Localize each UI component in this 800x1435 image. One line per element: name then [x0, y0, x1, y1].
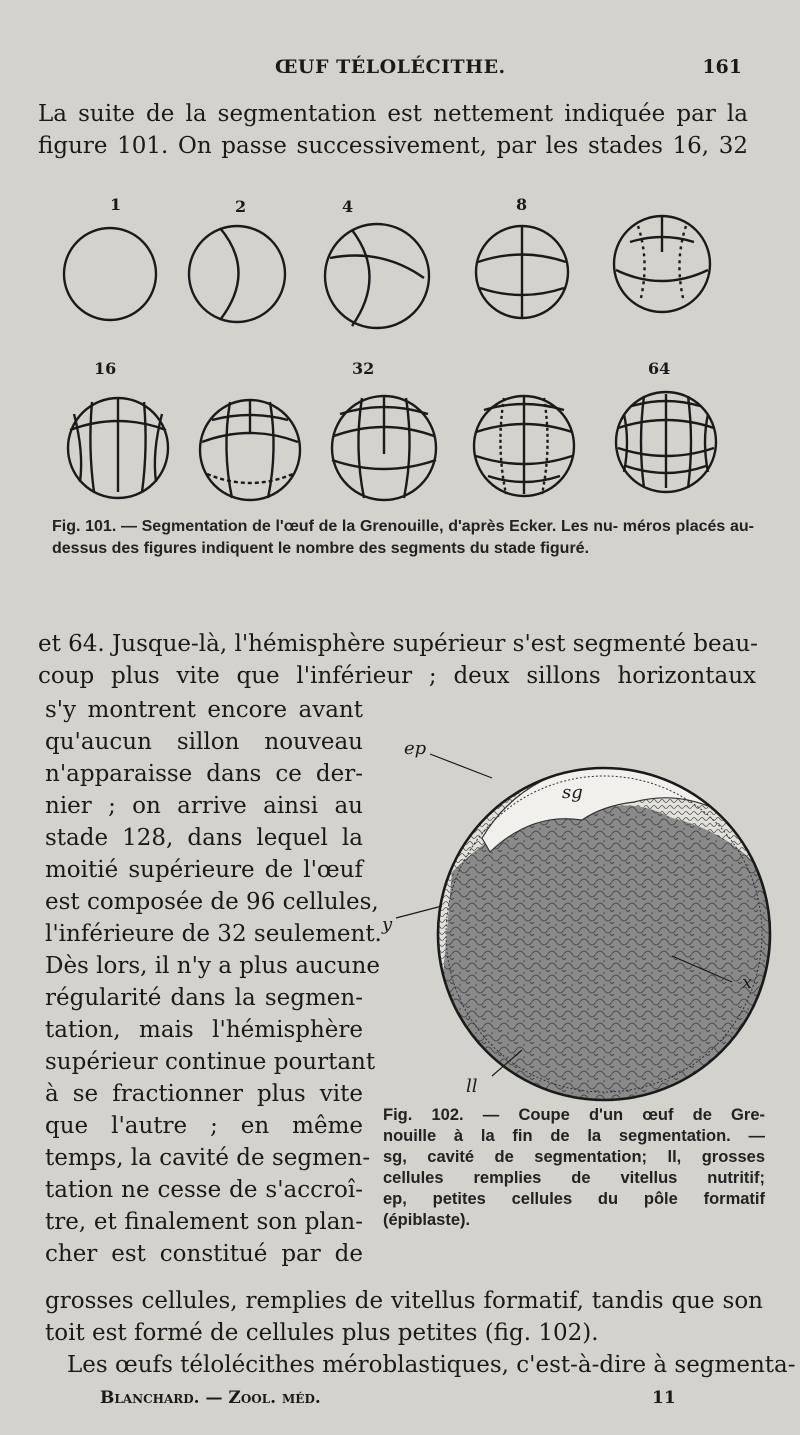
stage-label-4: 4 — [342, 197, 354, 216]
figure-102 — [372, 732, 772, 1102]
text-line: figure 101. On passe successivement, par les stades 16, 32 — [38, 133, 748, 159]
paragraph-2-top — [38, 628, 756, 692]
caption-line: nouille à la fin de la segmentation. — — [383, 1127, 765, 1145]
label-sg: sg — [562, 782, 583, 803]
egg-stage-64 — [616, 392, 716, 492]
text-line: La suite de la segmentation est nettement indiquée par la — [38, 101, 748, 127]
caption-line: (épiblaste). — [383, 1211, 471, 1229]
running-header — [0, 56, 800, 86]
running-title: ŒUF TÉLOLÉCITHE. — [275, 56, 506, 78]
stage-label-16: 16 — [94, 359, 117, 378]
text-line: et 64. Jusque-là, l'hémisphère supérieur s'est segmenté beau- — [38, 631, 758, 657]
text-line: à se fractionner plus vite — [45, 1081, 363, 1107]
footer-author: Blanchard. — Zool. méd. — [100, 1388, 321, 1408]
text-line: n'apparaisse dans ce der- — [45, 761, 363, 787]
text-line: cher est constitué par de — [45, 1241, 363, 1267]
text-line: s'y montrent encore avant — [45, 697, 363, 723]
caption-line: ep, petites cellules du pôle formatif — [383, 1190, 765, 1208]
label-x: x — [742, 972, 753, 993]
text-line: régularité dans la segmen- — [45, 985, 363, 1011]
paragraph-2-bottom — [45, 1285, 763, 1349]
egg-stage-4 — [325, 224, 429, 328]
caption-line: Fig. 102. — Coupe d'un œuf de Gre- — [383, 1106, 765, 1124]
page-number: 161 — [702, 56, 742, 78]
text-line: temps, la cavité de segmen- — [45, 1145, 371, 1171]
text-line: l'inférieure de 32 seulement. — [45, 921, 382, 947]
paragraph-3 — [45, 1349, 796, 1381]
text-line: stade 128, dans lequel la — [45, 825, 363, 851]
text-line: nier ; on arrive ainsi au — [45, 793, 363, 819]
text-line: est composée de 96 cellules, — [45, 889, 379, 915]
figure-101-illustration — [52, 192, 742, 512]
stage-label-1: 1 — [110, 195, 122, 214]
caption-line: stade figuré. — [493, 540, 590, 557]
caption-line: cellules remplies de vitellus nutritif; — [383, 1169, 765, 1187]
paragraph-2-wrapped — [45, 694, 382, 1270]
caption-line: Fig. 101. — Segmentation de l'œuf de la Grenouille, d'après Ecker. Les nu- — [52, 518, 623, 535]
egg-stage-32c — [474, 396, 574, 496]
egg-stage-2 — [189, 226, 285, 322]
label-y: y — [382, 914, 393, 935]
stage-label-64: 64 — [648, 359, 671, 378]
figure-102-caption — [383, 1105, 765, 1231]
text-line: moitié supérieure de l'œuf — [45, 857, 363, 883]
egg-stage-8-variant — [614, 216, 710, 312]
text-line: supérieur continue pourtant — [45, 1049, 376, 1075]
egg-stage-8 — [476, 226, 568, 318]
egg-stage-1 — [64, 228, 156, 320]
label-ll: ll — [466, 1076, 478, 1097]
stage-label-32: 32 — [352, 359, 375, 378]
text-line: Dès lors, il n'y a plus aucune — [45, 953, 380, 979]
text-line: tation, mais l'hémisphère — [45, 1017, 363, 1043]
page-footer — [0, 1388, 800, 1412]
text-line: grosses cellules, remplies de vitellus formatif, tandis que son — [45, 1288, 763, 1314]
egg-stage-32b — [332, 396, 436, 500]
paragraph-1 — [38, 98, 748, 162]
text-line: coup plus vite que l'inférieur ; deux sillons horizontaux — [38, 663, 756, 689]
figure-101 — [52, 192, 742, 512]
caption-line: sg, cavité de segmentation; ll, grosses — [383, 1148, 765, 1166]
signature-mark: 11 — [652, 1388, 676, 1408]
egg-stage-32a — [200, 400, 300, 500]
text-line: tation ne cesse de s'accroî- — [45, 1177, 363, 1203]
egg-stage-16 — [68, 398, 168, 498]
text-line: Les œufs télolécithes méroblastiques, c'est-à-dire à segmenta- — [67, 1352, 796, 1378]
figure-101-caption — [52, 516, 754, 560]
label-ep: ep — [404, 738, 427, 759]
text-line: tre, et finalement son plan- — [45, 1209, 363, 1235]
stage-label-2: 2 — [235, 197, 247, 216]
text-line: toit est formé de cellules plus petites (fig. 102). — [45, 1320, 599, 1346]
text-line: qu'aucun sillon nouveau — [45, 729, 363, 755]
stage-label-8: 8 — [516, 195, 528, 214]
text-line: que l'autre ; en même — [45, 1113, 363, 1139]
caption-line: méros placés au-dessus des figures indiquent le nombre des segments du — [52, 518, 754, 557]
figure-102-illustration — [372, 732, 772, 1102]
